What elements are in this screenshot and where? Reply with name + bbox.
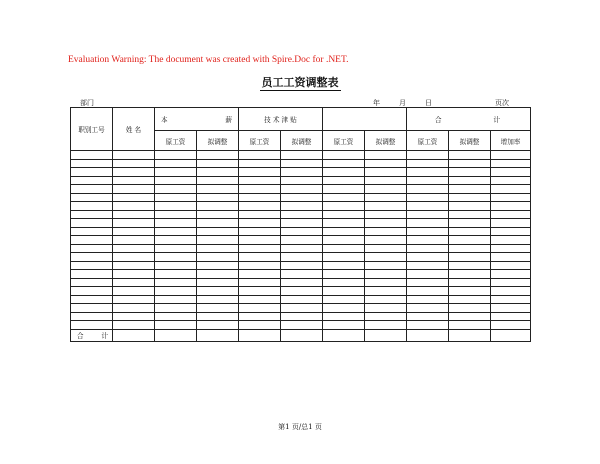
table-cell xyxy=(407,304,449,313)
table-cell xyxy=(113,236,155,245)
table-cell xyxy=(155,219,197,228)
sub-header-cell: 拟调整 xyxy=(281,131,323,151)
header-blank xyxy=(323,108,407,131)
table-cell xyxy=(365,244,407,253)
table-cell xyxy=(281,304,323,313)
table-cell xyxy=(113,261,155,270)
table-cell xyxy=(323,261,365,270)
evaluation-warning: Evaluation Warning: The document was created with Spire.Doc for .NET. xyxy=(68,55,349,65)
table-cell xyxy=(113,312,155,321)
sub-header-cell: 增加率 xyxy=(491,131,531,151)
sub-header-cell: 原工资 xyxy=(239,131,281,151)
table-cell xyxy=(155,236,197,245)
table-cell xyxy=(365,176,407,185)
table-cell xyxy=(407,176,449,185)
table-cell xyxy=(239,295,281,304)
table-cell xyxy=(197,193,239,202)
table-cell xyxy=(281,227,323,236)
table-cell xyxy=(281,210,323,219)
table-cell xyxy=(491,321,531,330)
table-cell xyxy=(365,193,407,202)
table-cell xyxy=(491,193,531,202)
table-cell xyxy=(71,278,113,287)
sub-header-cell: 拟调整 xyxy=(449,131,491,151)
table-cell xyxy=(407,261,449,270)
table-row xyxy=(71,304,531,313)
header-total: 合 计 xyxy=(407,108,531,131)
table-cell xyxy=(365,329,407,341)
table-cell xyxy=(155,202,197,211)
table-cell xyxy=(71,185,113,194)
table-cell xyxy=(491,202,531,211)
table-cell xyxy=(197,278,239,287)
table-cell xyxy=(449,151,491,160)
table-cell xyxy=(449,202,491,211)
table-cell xyxy=(323,168,365,177)
header-tech-allowance: 技 术 津 贴 xyxy=(239,108,323,131)
table-cell xyxy=(449,253,491,262)
table-cell xyxy=(281,329,323,341)
table-row xyxy=(71,185,531,194)
table-cell xyxy=(323,295,365,304)
table-cell xyxy=(239,329,281,341)
table-cell xyxy=(155,193,197,202)
table-cell xyxy=(407,287,449,296)
table-cell xyxy=(323,329,365,341)
table-cell xyxy=(491,278,531,287)
table-cell xyxy=(449,270,491,279)
sub-header-cell: 原工资 xyxy=(155,131,197,151)
table-cell xyxy=(197,236,239,245)
header-name: 姓 名 xyxy=(113,108,155,151)
table-cell xyxy=(197,304,239,313)
page-label: 页次 xyxy=(495,99,509,107)
table-cell xyxy=(113,159,155,168)
table-cell xyxy=(449,312,491,321)
table-cell xyxy=(71,210,113,219)
table-cell xyxy=(449,168,491,177)
table-cell xyxy=(197,219,239,228)
page-footer: 第1 页/总1 页 xyxy=(278,423,322,431)
table-cell xyxy=(113,278,155,287)
table-cell xyxy=(407,270,449,279)
table-cell xyxy=(491,236,531,245)
table-cell xyxy=(491,185,531,194)
table-cell xyxy=(155,295,197,304)
table-cell xyxy=(449,244,491,253)
table-cell xyxy=(155,287,197,296)
table-cell xyxy=(239,159,281,168)
table-cell xyxy=(323,304,365,313)
table-cell xyxy=(365,227,407,236)
table-cell xyxy=(365,168,407,177)
table-cell xyxy=(71,159,113,168)
header-base-salary: 本 薪 xyxy=(155,108,239,131)
table-cell xyxy=(281,219,323,228)
table-cell xyxy=(281,176,323,185)
table-cell xyxy=(281,321,323,330)
table-cell xyxy=(407,210,449,219)
table-cell xyxy=(239,185,281,194)
table-cell xyxy=(155,168,197,177)
table-cell xyxy=(407,219,449,228)
table-cell xyxy=(197,270,239,279)
table-cell xyxy=(71,227,113,236)
table-cell xyxy=(197,244,239,253)
table-cell xyxy=(323,202,365,211)
table-cell xyxy=(197,253,239,262)
table-cell xyxy=(71,236,113,245)
table-cell xyxy=(239,312,281,321)
table-cell xyxy=(71,270,113,279)
table-cell xyxy=(113,321,155,330)
table-cell xyxy=(113,295,155,304)
table-cell xyxy=(113,270,155,279)
table-cell xyxy=(113,193,155,202)
table-cell xyxy=(491,219,531,228)
table-cell xyxy=(281,261,323,270)
table-cell xyxy=(407,168,449,177)
sub-header-cell: 拟调整 xyxy=(197,131,239,151)
table-cell xyxy=(449,329,491,341)
table-cell xyxy=(491,295,531,304)
table-cell xyxy=(449,176,491,185)
document-title: 员工工资调整表 xyxy=(261,76,339,89)
table-cell xyxy=(155,321,197,330)
salary-adjustment-table xyxy=(70,107,531,342)
table-cell xyxy=(491,312,531,321)
table-cell xyxy=(239,193,281,202)
table-cell xyxy=(365,312,407,321)
table-row xyxy=(71,159,531,168)
table-cell xyxy=(281,244,323,253)
table-cell xyxy=(449,321,491,330)
table-cell xyxy=(365,261,407,270)
table-cell xyxy=(281,185,323,194)
table-cell xyxy=(197,185,239,194)
table-cell xyxy=(197,159,239,168)
table-cell xyxy=(281,278,323,287)
table-row xyxy=(71,219,531,228)
table-cell xyxy=(113,185,155,194)
table-row xyxy=(71,253,531,262)
table-cell xyxy=(197,312,239,321)
table-cell xyxy=(323,185,365,194)
table-cell xyxy=(323,159,365,168)
table-cell xyxy=(71,253,113,262)
table-cell xyxy=(239,270,281,279)
table-cell xyxy=(113,151,155,160)
table-cell xyxy=(281,270,323,279)
table-cell xyxy=(365,151,407,160)
table-cell xyxy=(323,210,365,219)
table-row xyxy=(71,295,531,304)
month-label: 月 xyxy=(399,99,406,107)
table-cell xyxy=(407,278,449,287)
table-cell xyxy=(449,210,491,219)
table-cell xyxy=(323,321,365,330)
sub-header-cell: 原工资 xyxy=(323,131,365,151)
table-cell xyxy=(71,151,113,160)
table-cell xyxy=(407,329,449,341)
table-cell xyxy=(155,176,197,185)
sub-header-cell: 拟调整 xyxy=(365,131,407,151)
table-cell xyxy=(449,287,491,296)
table-cell xyxy=(197,227,239,236)
table-cell xyxy=(323,219,365,228)
table-cell xyxy=(491,261,531,270)
table-cell xyxy=(239,236,281,245)
table-cell xyxy=(155,329,197,341)
table-cell xyxy=(113,219,155,228)
table-cell xyxy=(155,210,197,219)
table-row xyxy=(71,236,531,245)
table-cell xyxy=(155,151,197,160)
table-cell xyxy=(365,219,407,228)
table-cell xyxy=(323,278,365,287)
table-cell xyxy=(71,287,113,296)
table-cell xyxy=(239,261,281,270)
table-cell xyxy=(449,304,491,313)
table-cell xyxy=(449,236,491,245)
table-cell xyxy=(449,295,491,304)
table-cell xyxy=(197,329,239,341)
table-cell xyxy=(491,329,531,341)
table-cell xyxy=(449,278,491,287)
table-cell xyxy=(113,244,155,253)
table-row xyxy=(71,312,531,321)
table-cell xyxy=(407,159,449,168)
table-cell xyxy=(365,287,407,296)
table-cell xyxy=(281,312,323,321)
table-cell xyxy=(197,295,239,304)
table-cell xyxy=(491,159,531,168)
table-cell xyxy=(281,287,323,296)
table-row xyxy=(71,261,531,270)
table-cell xyxy=(365,304,407,313)
table-cell xyxy=(407,202,449,211)
table-cell xyxy=(155,261,197,270)
table-cell xyxy=(323,312,365,321)
table-cell xyxy=(71,304,113,313)
table-cell xyxy=(113,253,155,262)
table-cell xyxy=(365,295,407,304)
table-cell xyxy=(239,321,281,330)
table-cell xyxy=(449,185,491,194)
table-cell xyxy=(323,227,365,236)
table-cell xyxy=(491,227,531,236)
table-cell xyxy=(71,219,113,228)
table-cell xyxy=(71,202,113,211)
table-cell xyxy=(365,159,407,168)
table-cell xyxy=(323,287,365,296)
table-cell xyxy=(155,270,197,279)
table-cell xyxy=(113,287,155,296)
table-cell xyxy=(281,168,323,177)
table-cell xyxy=(449,261,491,270)
table-cell xyxy=(113,210,155,219)
table-cell xyxy=(239,278,281,287)
table-cell xyxy=(197,261,239,270)
table-cell xyxy=(449,159,491,168)
table-cell xyxy=(239,219,281,228)
table-cell xyxy=(491,253,531,262)
table-cell xyxy=(197,151,239,160)
table-cell xyxy=(239,176,281,185)
table-cell xyxy=(155,244,197,253)
table-cell xyxy=(491,304,531,313)
table-cell xyxy=(365,185,407,194)
table-cell xyxy=(113,176,155,185)
table-cell xyxy=(197,176,239,185)
table-cell xyxy=(407,151,449,160)
table-cell xyxy=(449,193,491,202)
table-row xyxy=(71,202,531,211)
table-cell xyxy=(197,202,239,211)
table-cell xyxy=(281,151,323,160)
table-cell xyxy=(71,244,113,253)
table-row xyxy=(71,210,531,219)
table-cell xyxy=(155,185,197,194)
table-cell xyxy=(323,270,365,279)
table-cell xyxy=(491,210,531,219)
table-cell xyxy=(365,202,407,211)
table-cell xyxy=(323,176,365,185)
total-row-label: 合 计 xyxy=(71,329,113,341)
table-cell xyxy=(239,287,281,296)
year-label: 年 xyxy=(373,99,380,107)
table-cell xyxy=(71,193,113,202)
table-cell xyxy=(449,227,491,236)
table-cell xyxy=(113,304,155,313)
table-cell xyxy=(197,321,239,330)
table-cell xyxy=(155,278,197,287)
table-row xyxy=(71,227,531,236)
table-cell xyxy=(239,244,281,253)
table-cell xyxy=(491,244,531,253)
table-cell xyxy=(71,261,113,270)
table-cell xyxy=(197,168,239,177)
table-cell xyxy=(365,236,407,245)
table-row xyxy=(71,193,531,202)
table-row xyxy=(71,168,531,177)
table-cell xyxy=(491,151,531,160)
table-cell xyxy=(239,304,281,313)
table-row xyxy=(71,278,531,287)
table-cell xyxy=(491,176,531,185)
table-cell xyxy=(281,295,323,304)
table-cell xyxy=(407,193,449,202)
table-cell xyxy=(239,151,281,160)
table-cell xyxy=(407,244,449,253)
table-cell xyxy=(281,202,323,211)
table-cell xyxy=(71,168,113,177)
table-cell xyxy=(113,329,155,341)
table-cell xyxy=(323,253,365,262)
table-cell xyxy=(449,219,491,228)
table-cell xyxy=(113,202,155,211)
table-cell xyxy=(239,253,281,262)
table-cell xyxy=(71,312,113,321)
table-cell xyxy=(323,236,365,245)
table-cell xyxy=(71,295,113,304)
table-cell xyxy=(407,227,449,236)
table-cell xyxy=(239,210,281,219)
table-cell xyxy=(323,151,365,160)
table-row xyxy=(71,151,531,160)
table-cell xyxy=(239,168,281,177)
table-row xyxy=(71,321,531,330)
table-cell xyxy=(491,168,531,177)
table-cell xyxy=(491,270,531,279)
table-cell xyxy=(197,210,239,219)
table-cell xyxy=(407,236,449,245)
header-id: 职别工号 xyxy=(71,108,113,151)
table-cell xyxy=(113,168,155,177)
table-cell xyxy=(239,227,281,236)
sub-header-cell: 原工资 xyxy=(407,131,449,151)
table-cell xyxy=(323,244,365,253)
table-cell xyxy=(281,253,323,262)
table-cell xyxy=(155,312,197,321)
table-row xyxy=(71,244,531,253)
table-cell xyxy=(239,202,281,211)
dept-label: 部门 xyxy=(80,99,94,107)
table-cell xyxy=(281,236,323,245)
table-cell xyxy=(323,193,365,202)
table-cell xyxy=(407,253,449,262)
table-cell xyxy=(155,227,197,236)
table-cell xyxy=(407,295,449,304)
table-cell xyxy=(365,321,407,330)
table-row xyxy=(71,287,531,296)
table-cell xyxy=(71,321,113,330)
table-row xyxy=(71,270,531,279)
table-cell xyxy=(113,227,155,236)
table-row xyxy=(71,176,531,185)
table-cell xyxy=(365,210,407,219)
table-cell xyxy=(365,278,407,287)
table-cell xyxy=(491,287,531,296)
table-cell xyxy=(407,312,449,321)
table-cell xyxy=(407,185,449,194)
table-cell xyxy=(407,321,449,330)
table-cell xyxy=(197,287,239,296)
table-cell xyxy=(155,253,197,262)
table-cell xyxy=(281,193,323,202)
day-label: 日 xyxy=(425,99,432,107)
table-cell xyxy=(155,159,197,168)
table-cell xyxy=(365,270,407,279)
table-cell xyxy=(71,176,113,185)
table-cell xyxy=(365,253,407,262)
table-cell xyxy=(155,304,197,313)
table-cell xyxy=(281,159,323,168)
